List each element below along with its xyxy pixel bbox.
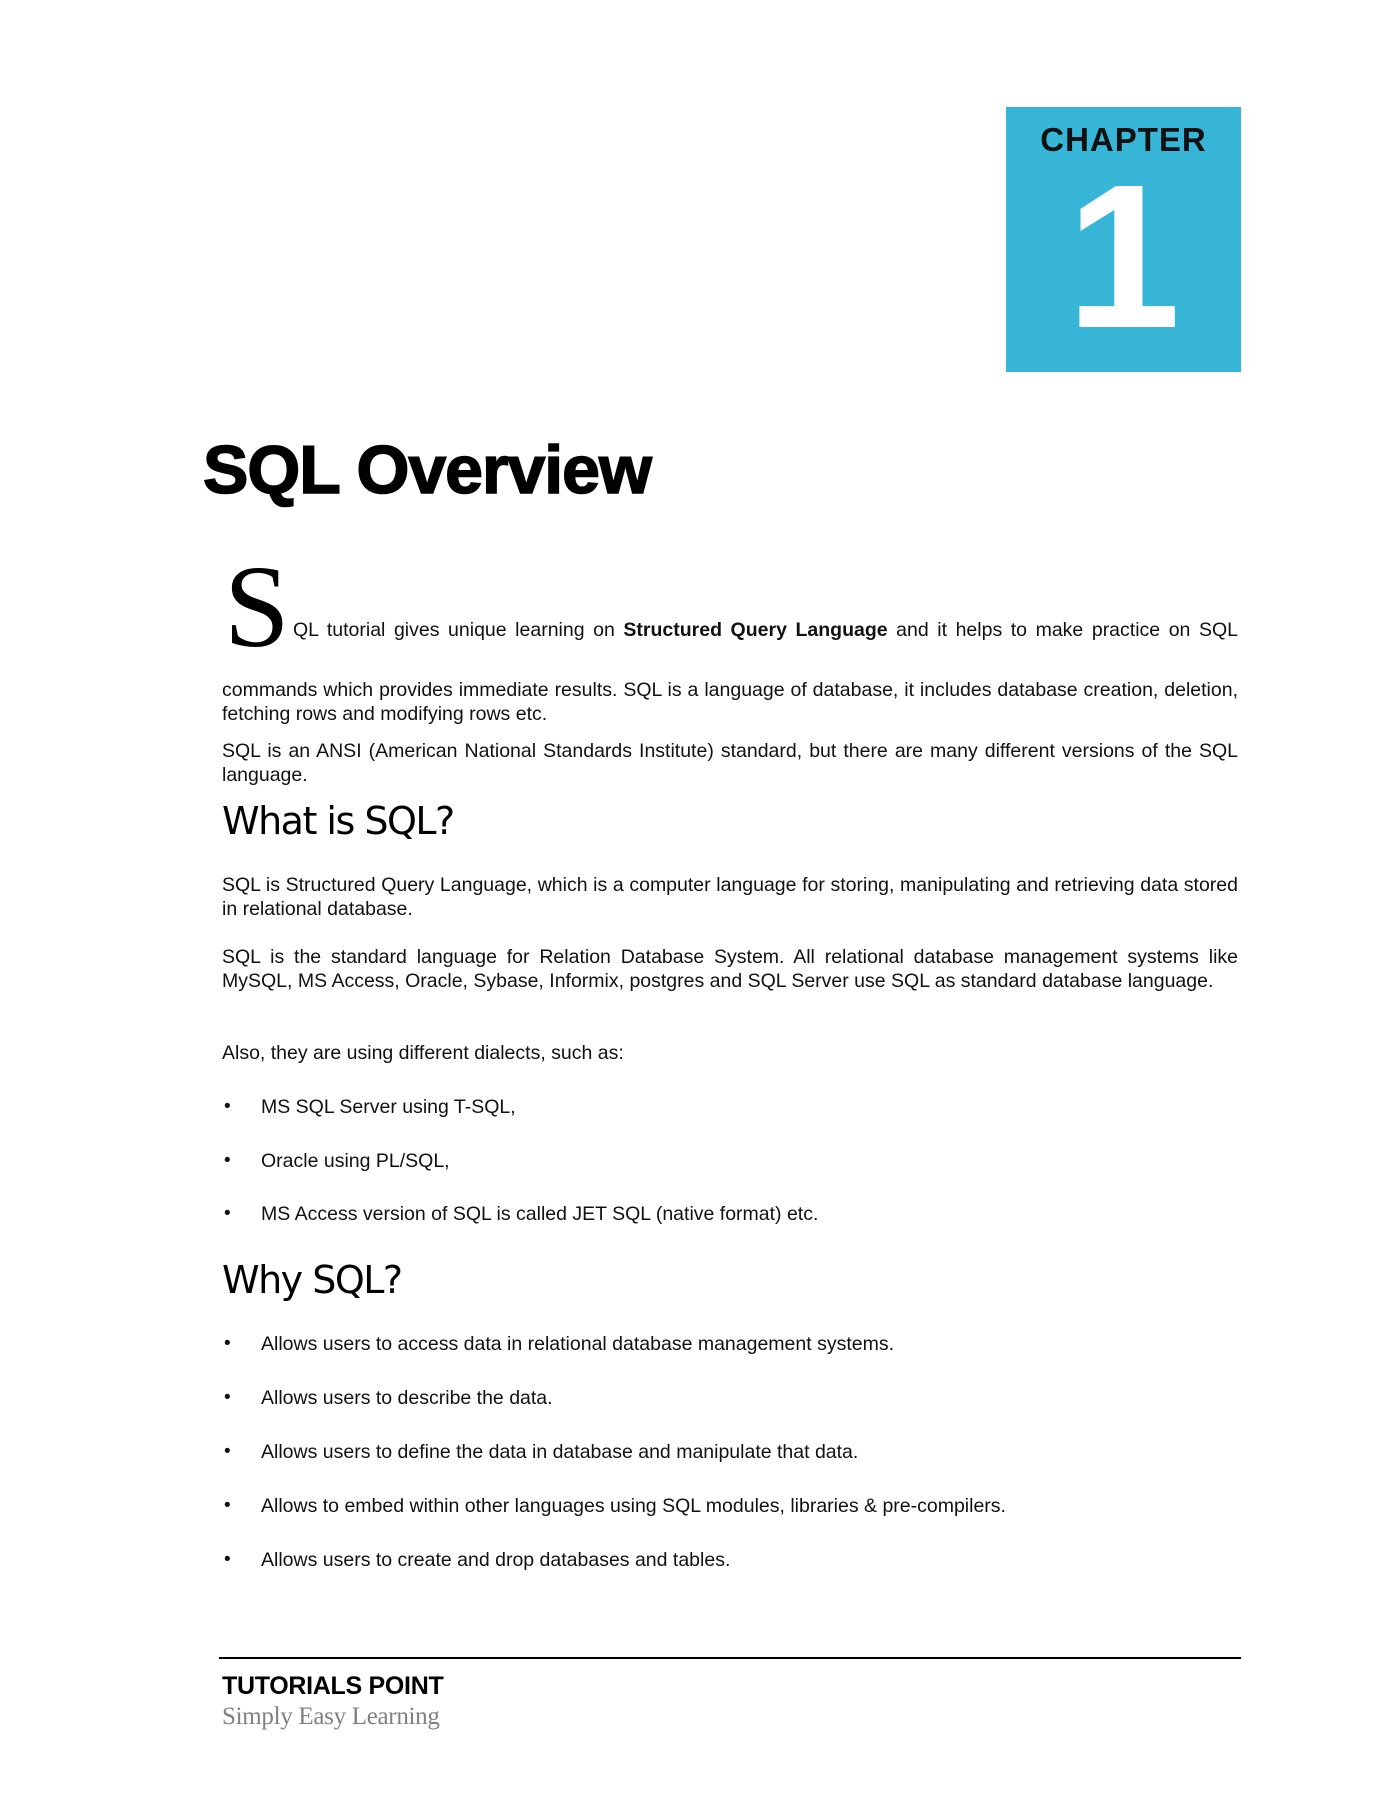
- bullet-icon: •: [224, 1150, 231, 1171]
- chapter-label: CHAPTER: [1040, 121, 1207, 158]
- bullet-icon: •: [224, 1203, 231, 1224]
- intro-text-bold: Structured Query Language: [623, 619, 888, 641]
- list-item-text: Oracle using PL/SQL,: [261, 1150, 450, 1172]
- bullet-icon: •: [224, 1387, 231, 1408]
- bullet-icon: •: [224, 1495, 231, 1516]
- intro-paragraph-2: SQL is an ANSI (American National Standards Institute) standard, but there are many different versions of the SQL language.: [222, 740, 1238, 786]
- what-is-sql-paragraph-3: Also, they are using different dialects, such as:: [222, 1042, 624, 1064]
- list-item-text: MS SQL Server using T-SQL,: [261, 1096, 516, 1118]
- intro-continuation: commands which provides immediate results. SQL is a language of database, it includes database creation, deletion, fetching rows and modifying rows etc.: [222, 679, 1238, 725]
- list-item-text: Allows users to define the data in database and manipulate that data.: [261, 1441, 859, 1463]
- bullet-icon: •: [224, 1333, 231, 1354]
- bullet-icon: •: [224, 1096, 231, 1117]
- footer-brand: TUTORIALS POINT: [222, 1672, 444, 1700]
- chapter-number: 1: [1066, 142, 1181, 371]
- footer-divider: [219, 1657, 1241, 1659]
- bullet-icon: •: [224, 1549, 231, 1570]
- what-is-sql-paragraph-2: SQL is the standard language for Relation Database System. All relational database management systems like MySQL, MS Access, Oracle, Sybase, Informix, postgres and SQL Server use SQL as standard database language.: [222, 946, 1238, 992]
- list-item-text: Allows users to describe the data.: [261, 1387, 553, 1409]
- footer-tagline: Simply Easy Learning: [222, 1703, 440, 1730]
- intro-text-pre: QL tutorial gives unique learning on: [293, 619, 624, 641]
- list-item-text: MS Access version of SQL is called JET SQL (native format) etc.: [261, 1203, 819, 1225]
- page-title: SQL Overview: [203, 432, 651, 508]
- chapter-badge: [1006, 107, 1241, 372]
- list-item-text: Allows to embed within other languages using SQL modules, libraries & pre-compilers.: [261, 1495, 1006, 1517]
- drop-cap: S: [224, 541, 290, 672]
- intro-first-line: [293, 618, 1238, 642]
- intro-text-post: and it helps to make practice on SQL: [887, 619, 1238, 641]
- section-heading-what-is-sql: What is SQL?: [222, 799, 454, 843]
- list-item-text: Allows users to access data in relational database management systems.: [261, 1333, 894, 1355]
- bullet-icon: •: [224, 1441, 231, 1462]
- what-is-sql-paragraph-1: SQL is Structured Query Language, which is a computer language for storing, manipulating and retrieving data stored in relational database.: [222, 874, 1238, 920]
- list-item-text: Allows users to create and drop databases and tables.: [261, 1549, 731, 1571]
- section-heading-why-sql: Why SQL?: [222, 1258, 402, 1302]
